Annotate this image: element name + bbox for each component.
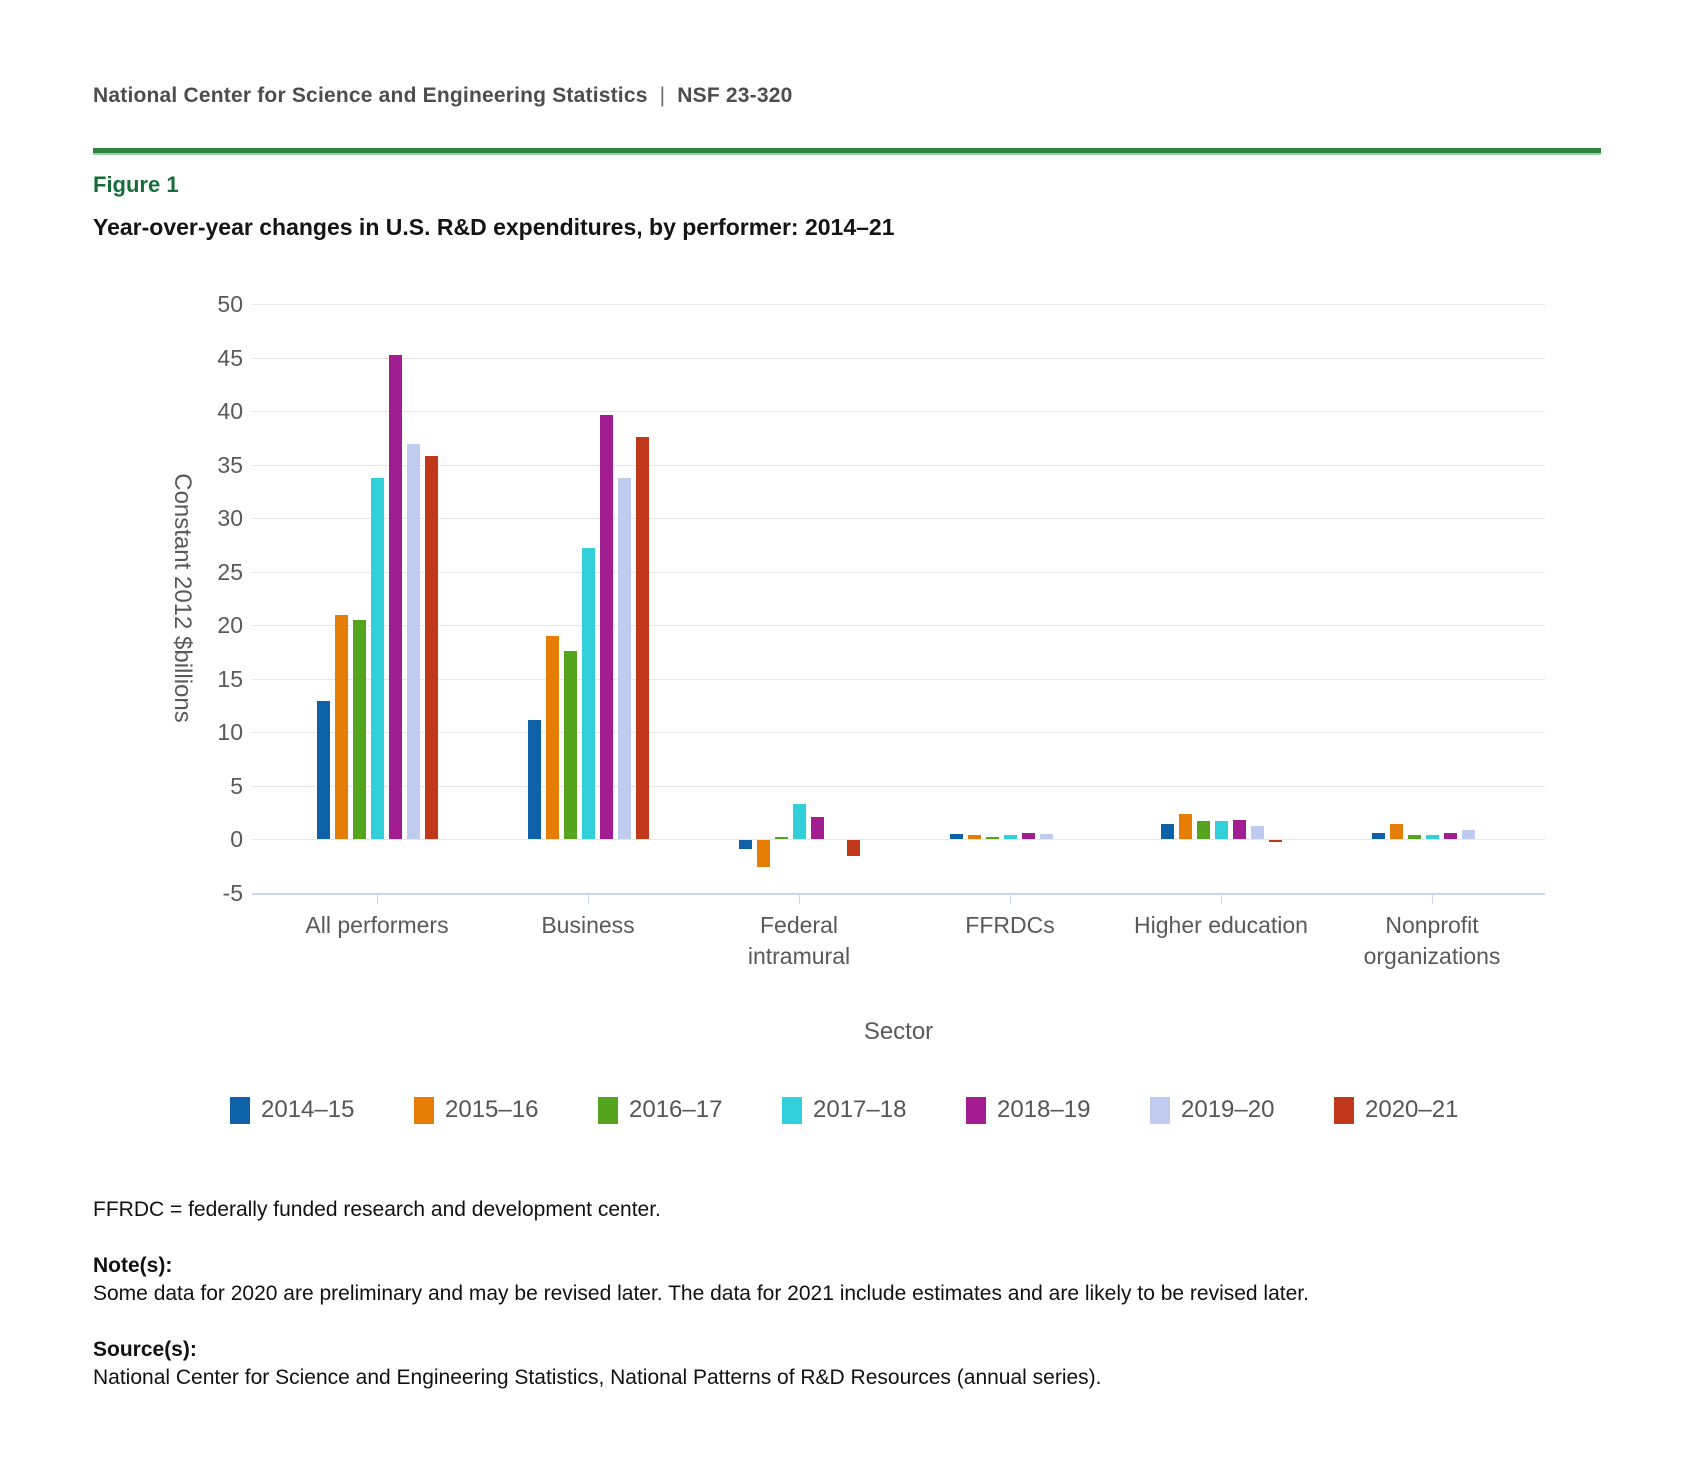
y-tick-label: 40 — [217, 398, 243, 424]
legend-item[interactable] — [966, 1096, 1090, 1124]
gridline — [252, 465, 1545, 466]
bar[interactable] — [1444, 833, 1457, 839]
x-axis-tick — [1010, 893, 1011, 904]
bar[interactable] — [335, 615, 348, 839]
bar[interactable] — [1197, 821, 1210, 839]
x-axis-label-line: All performers — [305, 912, 449, 938]
x-axis-label — [1101, 910, 1341, 941]
x-axis-label-line: Higher education — [1134, 912, 1308, 938]
legend-label: 2015–16 — [445, 1096, 539, 1123]
bar[interactable] — [1161, 824, 1174, 839]
x-axis-label-line: Business — [541, 912, 635, 938]
gridline — [252, 732, 1545, 733]
bar[interactable] — [371, 478, 384, 839]
bar[interactable] — [618, 478, 631, 839]
x-axis-label — [468, 910, 708, 941]
figure-label: Figure 1 — [93, 172, 179, 197]
bar[interactable] — [1251, 826, 1264, 839]
bar[interactable] — [968, 835, 981, 839]
bar[interactable] — [1408, 835, 1421, 839]
bar[interactable] — [600, 415, 613, 839]
bar[interactable] — [793, 804, 806, 839]
bar[interactable] — [528, 720, 541, 839]
bar[interactable] — [1040, 834, 1053, 839]
legend-item[interactable] — [782, 1096, 906, 1124]
report-id: NSF 23-320 — [677, 84, 793, 107]
gridline — [252, 679, 1545, 680]
bar[interactable] — [811, 817, 824, 839]
y-tick-label: 10 — [217, 719, 243, 745]
bar[interactable] — [1426, 835, 1439, 839]
x-axis-label-line: intramural — [747, 943, 851, 969]
bar[interactable] — [582, 548, 595, 839]
legend-swatch — [414, 1097, 434, 1124]
org-name: National Center for Science and Engineering Statistics — [93, 84, 648, 107]
sources-heading: Source(s): — [93, 1338, 197, 1361]
bar[interactable] — [546, 636, 559, 839]
bar[interactable] — [775, 837, 788, 839]
legend-item[interactable] — [230, 1096, 354, 1124]
y-tick-label: 5 — [230, 773, 243, 799]
x-axis-line — [252, 893, 1545, 895]
notes-heading: Note(s): — [93, 1254, 173, 1277]
gridline — [252, 358, 1545, 359]
bar[interactable] — [1215, 821, 1228, 839]
bar[interactable] — [847, 840, 860, 856]
gridline — [252, 304, 1545, 305]
legend-swatch — [230, 1097, 250, 1124]
x-axis-label — [1312, 910, 1552, 972]
bar[interactable] — [1462, 830, 1475, 839]
bar[interactable] — [353, 620, 366, 839]
x-axis-label-line: Nonprofit — [1385, 912, 1479, 938]
y-tick-label: 50 — [217, 291, 243, 317]
y-tick-label: 35 — [217, 452, 243, 478]
gridline — [252, 572, 1545, 573]
bar[interactable] — [425, 456, 438, 839]
x-axis-tick — [588, 893, 589, 904]
figure-title: Year-over-year changes in U.S. R&D expenditures, by performer: 2014–21 — [93, 214, 895, 240]
bar[interactable] — [1179, 814, 1192, 839]
gridline — [252, 839, 1545, 840]
abbreviation-note: FFRDC = federally funded research and development center. — [93, 1198, 661, 1221]
bar[interactable] — [739, 840, 752, 849]
x-axis-label — [890, 910, 1130, 941]
legend-swatch — [966, 1097, 986, 1124]
x-axis-label — [257, 910, 497, 941]
bar[interactable] — [757, 840, 770, 867]
bar[interactable] — [1390, 824, 1403, 839]
x-axis-title: Sector — [863, 1018, 934, 1045]
legend-label: 2018–19 — [997, 1096, 1091, 1123]
bar[interactable] — [317, 701, 330, 839]
legend-label: 2016–17 — [629, 1096, 723, 1123]
gridline — [252, 518, 1545, 519]
legend-label: 2017–18 — [813, 1096, 907, 1123]
y-tick-label: 0 — [230, 826, 243, 852]
x-axis-tick — [377, 893, 378, 904]
x-axis-tick — [799, 893, 800, 904]
x-axis-label-line: organizations — [1363, 943, 1501, 969]
y-tick-label: 15 — [217, 666, 243, 692]
y-tick-label: 25 — [217, 559, 243, 585]
y-tick-label: -5 — [222, 880, 243, 906]
sources-text: National Center for Science and Engineering Statistics, National Patterns of R&D Resources (annual series). — [93, 1366, 1102, 1389]
legend-swatch — [1150, 1097, 1170, 1124]
header-divider: | — [659, 84, 666, 107]
legend-item[interactable] — [414, 1096, 538, 1124]
bar[interactable] — [1372, 833, 1385, 839]
bar[interactable] — [1004, 835, 1017, 839]
legend-label: 2020–21 — [1365, 1096, 1459, 1123]
gridline — [252, 786, 1545, 787]
legend-swatch — [598, 1097, 618, 1124]
legend-swatch — [1334, 1097, 1354, 1124]
x-axis-label — [679, 910, 919, 972]
bar[interactable] — [986, 837, 999, 839]
y-tick-label: 30 — [217, 505, 243, 531]
legend-label: 2014–15 — [261, 1096, 355, 1123]
legend-item[interactable] — [1334, 1096, 1458, 1124]
legend-item[interactable] — [598, 1096, 722, 1124]
x-axis-tick — [1221, 893, 1222, 904]
bar[interactable] — [389, 355, 402, 839]
gridline — [252, 625, 1545, 626]
y-tick-label: 45 — [217, 345, 243, 371]
x-axis-label-line: Federal — [760, 912, 838, 938]
legend-swatch — [782, 1097, 802, 1124]
bar[interactable] — [1269, 840, 1282, 842]
bar[interactable] — [950, 834, 963, 839]
bar[interactable] — [407, 444, 420, 839]
legend-item[interactable] — [1150, 1096, 1274, 1124]
bar[interactable] — [636, 437, 649, 839]
notes-text: Some data for 2020 are preliminary and may be revised later. The data for 2021 include estimates and are likely to be revised later. — [93, 1282, 1309, 1305]
x-axis-label-line: FFRDCs — [965, 912, 1055, 938]
bar[interactable] — [1233, 820, 1246, 839]
y-tick-label: 20 — [217, 612, 243, 638]
gridline — [252, 411, 1545, 412]
y-axis-title: Constant 2012 $billions — [169, 473, 196, 723]
bar[interactable] — [564, 651, 577, 839]
legend-label: 2019–20 — [1181, 1096, 1275, 1123]
bar[interactable] — [1022, 833, 1035, 839]
x-axis-tick — [1432, 893, 1433, 904]
